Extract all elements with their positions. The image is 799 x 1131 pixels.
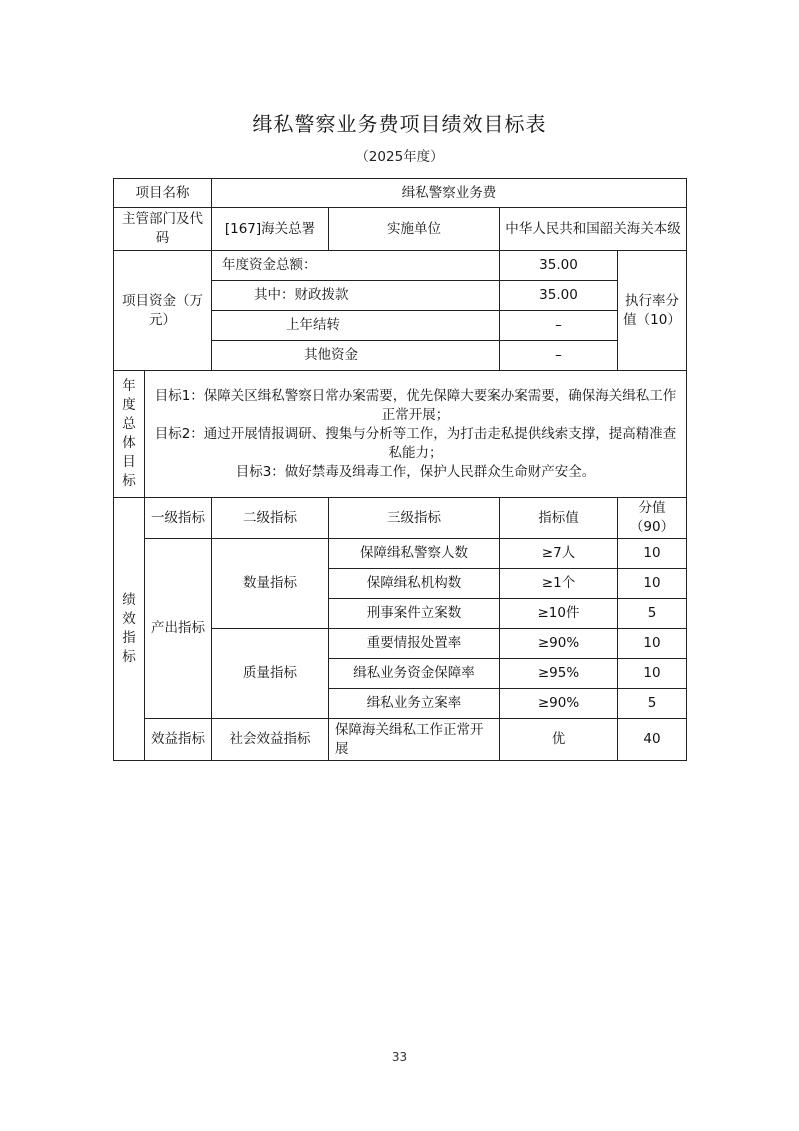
perf-header-row — [114, 498, 687, 539]
level2-quality: 质量指标 — [212, 629, 329, 719]
project-name-value: 缉私警察业务费 — [212, 179, 687, 208]
score-cell: 10 — [618, 569, 687, 599]
target-cell: 优 — [500, 719, 618, 761]
target-cell: ≥1个 — [500, 569, 618, 599]
indicator-cell: 刑事案件立案数 — [329, 599, 500, 629]
goal-item: 目标1：保障关区缉私警察日常办案需要，优先保障大要案办案需要，确保海关缉私工作正常开展； — [154, 387, 677, 423]
header-target: 指标值 — [500, 498, 618, 539]
score-cell: 10 — [618, 659, 687, 689]
header-score: 分值（90） — [618, 498, 687, 539]
goals-row — [114, 371, 687, 498]
indicator-cell: 重要情报处置率 — [329, 629, 500, 659]
target-cell: ≥90% — [500, 629, 618, 659]
funds-label: 项目资金（万元） — [114, 251, 212, 371]
header-level1: 一级指标 — [145, 498, 212, 539]
goals-label: 年度总体目标 — [114, 371, 145, 498]
target-cell: ≥10件 — [500, 599, 618, 629]
header-level2: 二级指标 — [212, 498, 329, 539]
exec-rate-label: 执行率分值（10） — [618, 251, 687, 371]
goals-content — [145, 371, 687, 498]
table-row — [114, 719, 687, 761]
funds-total-label: 年度资金总额： — [212, 251, 500, 281]
page-number: 33 — [391, 1050, 408, 1064]
indicator-cell: 保障海关缉私工作正常开展 — [329, 719, 500, 761]
funds-total-value: 35.00 — [500, 251, 618, 281]
impl-label: 实施单位 — [329, 208, 500, 251]
level1-output: 产出指标 — [145, 539, 212, 719]
funds-carryover-label: 上年结转 — [212, 311, 500, 341]
funds-fiscal-label: 其中：财政拨款 — [212, 281, 500, 311]
project-name-label: 项目名称 — [114, 179, 212, 208]
indicator-cell: 保障缉私机构数 — [329, 569, 500, 599]
indicator-cell: 缉私业务资金保障率 — [329, 659, 500, 689]
score-cell: 5 — [618, 599, 687, 629]
dept-value: [167]海关总署 — [212, 208, 329, 251]
funds-fiscal-value: 35.00 — [500, 281, 618, 311]
target-cell: ≥90% — [500, 689, 618, 719]
funds-other-label: 其他资金 — [212, 341, 500, 371]
header-level3: 三级指标 — [329, 498, 500, 539]
score-cell: 40 — [618, 719, 687, 761]
page-subtitle: （2025年度） — [355, 149, 444, 165]
goal-item: 目标2：通过开展情报调研、搜集与分析等工作，为打击走私提供线索支撑，提高精准查私能力； — [154, 425, 677, 461]
dept-label: 主管部门及代码 — [114, 208, 212, 251]
score-cell: 5 — [618, 689, 687, 719]
indicator-cell: 保障缉私警察人数 — [329, 539, 500, 569]
indicator-cell: 缉私业务立案率 — [329, 689, 500, 719]
project-name-row — [114, 179, 687, 208]
level2-quantity: 数量指标 — [212, 539, 329, 629]
funds-other-value: – — [500, 341, 618, 371]
goal-item: 目标3：做好禁毒及缉毒工作，保护人民群众生命财产安全。 — [235, 463, 596, 480]
score-cell: 10 — [618, 629, 687, 659]
impl-value: 中华人民共和国韶关海关本级 — [500, 208, 687, 251]
page-title: 缉私警察业务费项目绩效目标表 — [252, 112, 547, 136]
level1-benefit: 效益指标 — [145, 719, 212, 761]
funds-row — [114, 251, 687, 281]
table-row — [114, 539, 687, 569]
score-cell: 10 — [618, 539, 687, 569]
target-cell: ≥95% — [500, 659, 618, 689]
funds-carryover-value: – — [500, 311, 618, 341]
performance-goals-table — [113, 178, 687, 761]
level2-social-benefit: 社会效益指标 — [212, 719, 329, 761]
perf-label: 绩效指标 — [114, 498, 145, 761]
dept-row — [114, 208, 687, 251]
target-cell: ≥7人 — [500, 539, 618, 569]
